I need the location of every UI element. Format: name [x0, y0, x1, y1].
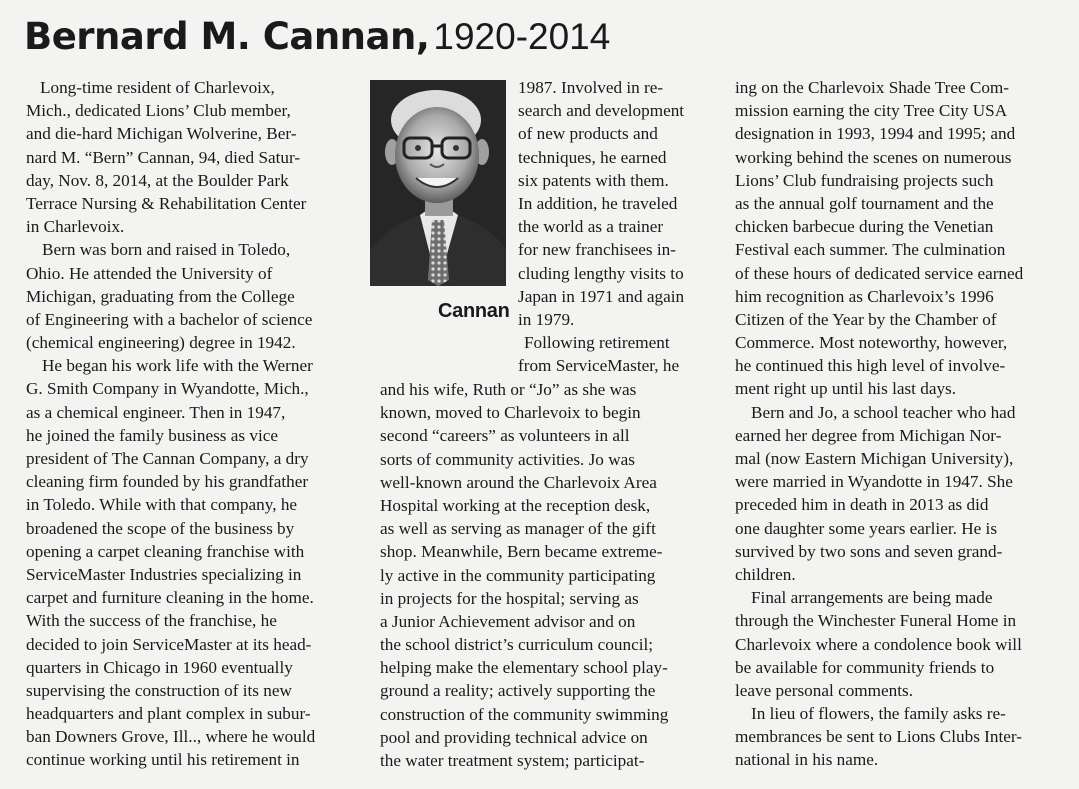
text-line: opening a carpet cleaning franchise with [26, 541, 305, 561]
text-line: from ServiceMaster, he [518, 356, 680, 376]
text-line: he joined the family business as vice [26, 425, 279, 445]
text-line: through the Winchester Funeral Home in [735, 611, 1017, 631]
text-line: in projects for the hospital; serving as [380, 588, 639, 608]
text-line: the school district’s curriculum council; [380, 635, 654, 655]
text-line: Michigan, graduating from the College [26, 286, 295, 306]
text-line: earned her degree from Michigan Nor- [735, 425, 1002, 445]
text-line: sorts of community activities. Jo was [380, 449, 635, 469]
text-line: and his wife, Ruth or “Jo” as she was [380, 380, 637, 399]
text-line: With the success of the franchise, he [26, 611, 277, 631]
article-column-2-top [518, 76, 723, 377]
text-line: he continued this high level of involve- [735, 356, 1006, 376]
text-line: (chemical engineering) degree in 1942. [26, 333, 296, 353]
text-line: working behind the scenes on numerous [735, 147, 1012, 167]
text-line: decided to join ServiceMaster at its head- [26, 634, 312, 654]
text-line: in 1979. [518, 309, 575, 329]
text-line: Bern was born and raised in Toledo, [42, 240, 291, 260]
text-line: nard M. “Bern” Cannan, 94, died Satur- [26, 147, 301, 167]
text-line: and die-hard Michigan Wolverine, Ber- [26, 124, 297, 144]
text-line: broadened the scope of the business by [26, 518, 295, 538]
text-line: six patents with them. [518, 170, 669, 190]
text-line: G. Smith Company in Wyandotte, Mich., [26, 379, 309, 399]
article-column-2-bottom [380, 378, 725, 772]
text-line: be available for community friends to [735, 657, 995, 677]
text-line: Terrace Nursing & Rehabilitation Center [26, 193, 307, 213]
text-line: quarters in Chicago in 1960 eventually [26, 657, 293, 677]
text-line: ServiceMaster Industries specializing in [26, 564, 302, 584]
text-line: second “careers” as volunteers in all [380, 426, 630, 446]
text-line: techniques, he earned [518, 147, 667, 167]
text-line: Commerce. Most noteworthy, however, [735, 333, 1008, 353]
text-line: day, Nov. 8, 2014, at the Boulder Park [26, 170, 289, 190]
text-line: in Charlevoix. [26, 217, 125, 237]
text-line: ing on the Charlevoix Shade Tree Com- [735, 78, 1010, 97]
portrait-photo [370, 80, 506, 286]
text-line: Festival each summer. The culmination [735, 240, 1006, 260]
text-line: for new franchisees in- [518, 240, 676, 260]
text-line: leave personal comments. [735, 680, 914, 700]
text-line: of these hours of dedicated service earned [735, 263, 1024, 283]
text-line: one daughter some years earlier. He is [735, 518, 998, 538]
text-line: as the annual golf tournament and the [735, 193, 994, 213]
headline-years: 1920-2014 [433, 16, 611, 57]
text-line: Japan in 1971 and again [518, 286, 685, 306]
text-line: Ohio. He attended the University of [26, 263, 273, 283]
article-column-3 [735, 76, 1075, 772]
text-line: mission earning the city Tree City USA [735, 101, 1008, 121]
text-line: children. [735, 564, 796, 584]
text-line: helping make the elementary school play- [380, 658, 668, 678]
text-line: chicken barbecue during the Venetian [735, 217, 994, 237]
text-line: Bern and Jo, a school teacher who had [751, 402, 1016, 422]
headline [24, 15, 611, 58]
text-line: shop. Meanwhile, Bern became extreme- [380, 542, 663, 562]
portrait-image [370, 80, 506, 286]
text-line: 1987. Involved in re- [518, 78, 664, 97]
text-line: him recognition as Charlevoix’s 1996 [735, 286, 994, 306]
text-line: Mich., dedicated Lions’ Club member, [26, 101, 291, 121]
article-column-1 [26, 76, 368, 772]
text-line: In addition, he traveled [518, 193, 678, 213]
text-line: Citizen of the Year by the Chamber of [735, 309, 997, 329]
text-line: as well as serving as manager of the gift [380, 519, 656, 539]
text-line: Lions’ Club fundraising projects such [735, 170, 994, 190]
text-line: cluding lengthy visits to [518, 263, 684, 283]
headline-name: Bernard M. Cannan, [24, 15, 430, 58]
text-line: designation in 1993, 1994 and 1995; and [735, 124, 1016, 144]
text-line: continue working until his retirement in [26, 750, 300, 770]
text-line: pool and providing technical advice on [380, 727, 648, 747]
text-line: mal (now Eastern Michigan University), [735, 449, 1014, 468]
text-line: the world as a trainer [518, 217, 664, 237]
text-line: Final arrangements are being made [751, 588, 993, 608]
text-line: as a chemical engineer. Then in 1947, [26, 402, 286, 422]
text-line: search and development [518, 101, 685, 121]
text-line: ground a reality; actively supporting the [380, 681, 656, 701]
text-line: of Engineering with a bachelor of science [26, 309, 313, 329]
text-line: membrances be sent to Lions Clubs Inter- [735, 727, 1023, 747]
text-line: of new products and [518, 124, 658, 144]
text-line: well-known around the Charlevoix Area [380, 472, 657, 492]
text-line: a Junior Achievement advisor and on [380, 611, 636, 631]
text-line: Hospital working at the reception desk, [380, 495, 651, 515]
text-line: supervising the construction of its new [26, 680, 292, 700]
text-line: preceded him in death in 2013 as did [735, 495, 989, 515]
text-line: in Toledo. While with that company, he [26, 495, 298, 515]
text-line: president of The Cannan Company, a dry [26, 449, 309, 468]
text-line: cleaning firm founded by his grandfather [26, 472, 309, 492]
text-line: Charlevoix where a condolence book will [735, 634, 1022, 654]
photo-caption: Cannan [438, 300, 510, 322]
text-line: national in his name. [735, 750, 879, 770]
text-line: ment right up until his last days. [735, 379, 957, 399]
text-line: were married in Wyandotte in 1947. She [735, 472, 1013, 492]
text-line: known, moved to Charlevoix to begin [380, 403, 641, 423]
text-line: ly active in the community participating [380, 565, 656, 585]
text-line: ban Downers Grove, Ill.., where he would [26, 727, 316, 747]
text-line: He began his work life with the Werner [42, 356, 313, 376]
text-line: survived by two sons and seven grand- [735, 541, 1003, 561]
text-line: the water treatment system; participat- [380, 751, 645, 770]
text-line: carpet and furniture cleaning in the home. [26, 588, 314, 608]
text-line: construction of the community swimming [380, 704, 669, 724]
text-line: Long-time resident of Charlevoix, [40, 78, 275, 97]
text-line: headquarters and plant complex in subur- [26, 704, 311, 724]
text-line: In lieu of flowers, the family asks re- [751, 704, 1006, 724]
text-line: Following retirement [524, 333, 670, 353]
